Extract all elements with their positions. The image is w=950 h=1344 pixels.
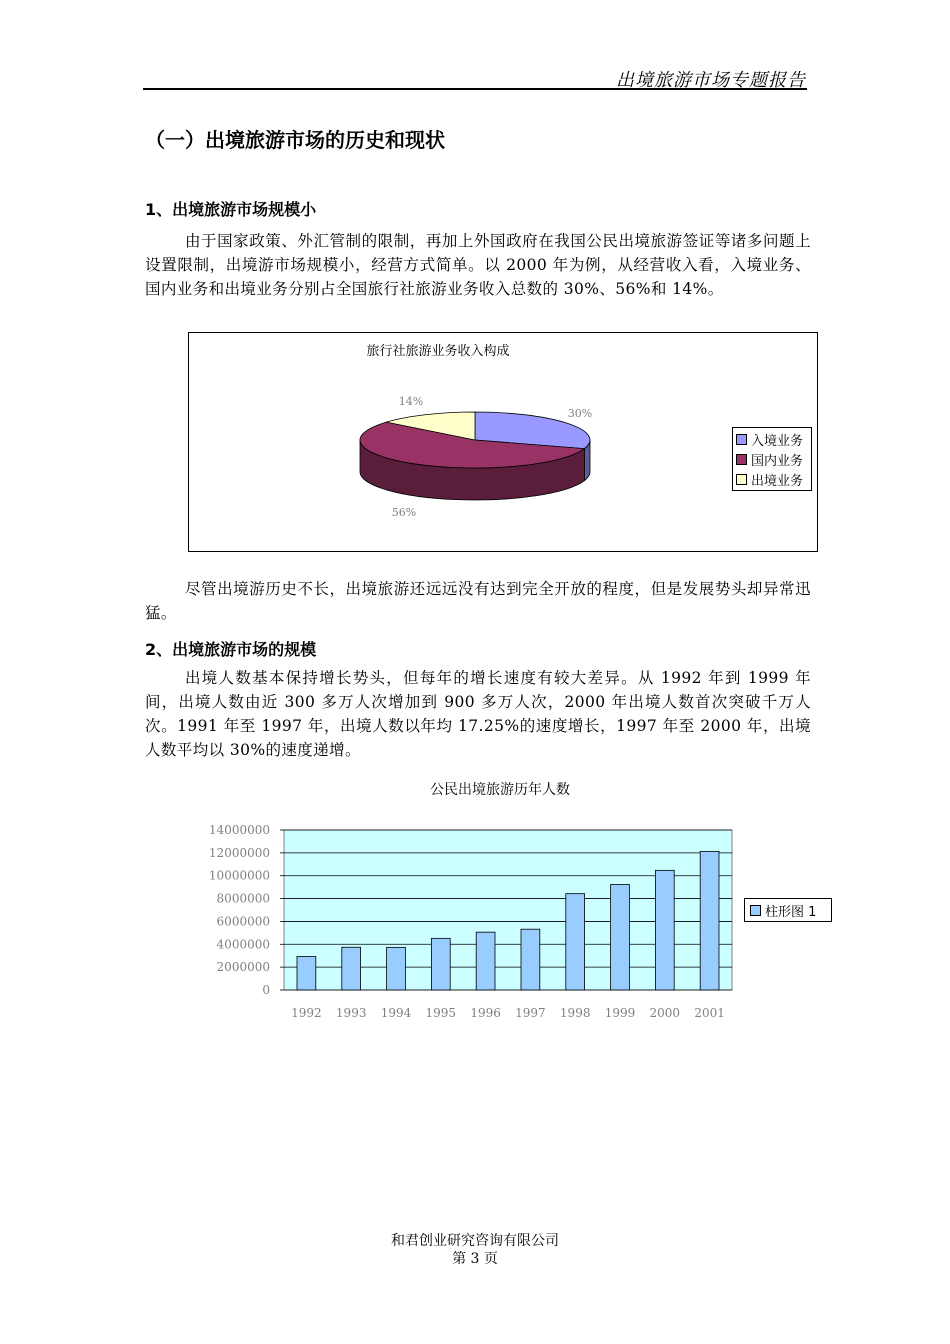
- pie-data-label: 56%: [391, 506, 417, 519]
- bar-1997: [521, 929, 540, 990]
- y-tick-label: 12000000: [208, 845, 270, 860]
- subsection-title-1: 1、出境旅游市场规模小: [145, 200, 317, 219]
- y-tick-label: 6000000: [216, 914, 270, 929]
- y-tick-label: 0: [262, 983, 270, 997]
- pie-data-label: 14%: [398, 395, 424, 408]
- pie-chart-title: 旅行社旅游业务收入构成: [366, 344, 510, 359]
- bar-1996: [476, 932, 495, 990]
- y-tick-label: 8000000: [216, 891, 270, 906]
- x-tick-label: 1996: [470, 1006, 501, 1020]
- x-tick-label: 1995: [425, 1006, 457, 1020]
- x-tick-label: 1997: [515, 1006, 546, 1020]
- bar-chart: [190, 818, 740, 1028]
- x-tick-label: 1992: [291, 1006, 322, 1020]
- x-tick-label: 2001: [694, 1006, 725, 1020]
- legend-swatch: [736, 434, 747, 445]
- legend-swatch: [736, 454, 747, 465]
- paragraph-3: 出境人数基本保持增长势头，但每年的增长速度有较大差异。从 1992 年到 1999 年间，出境人数由近 300 多万人次增加到 900 多万人次，2000 年出境人数首次突破千万人次。1991 年至 1997 年，出境人数以年均 17.25%的速度增长，1997 年至 2000 年，出境人数平均以 30%的速度递增。: [145, 669, 811, 759]
- bar-legend: [744, 898, 832, 922]
- x-tick-label: 1994: [380, 1006, 412, 1020]
- bar-2000: [655, 870, 674, 990]
- bar-2001: [700, 851, 719, 990]
- pie-chart: [340, 385, 610, 520]
- bar-1998: [566, 894, 585, 990]
- y-tick-label: 14000000: [208, 823, 270, 837]
- legend-swatch: [750, 905, 761, 916]
- bar-1994: [387, 947, 406, 990]
- x-tick-label: 1999: [604, 1006, 636, 1020]
- legend-label: 柱形图 1: [765, 904, 817, 920]
- bar-1992: [297, 957, 316, 990]
- bar-1995: [431, 938, 450, 990]
- pie-legend: [732, 427, 812, 491]
- legend-label: 出境业务: [751, 473, 804, 489]
- header-title: 出境旅游市场专题报告: [616, 70, 806, 91]
- pie-data-label: 30%: [567, 407, 593, 420]
- legend-item-outbound: [736, 469, 808, 489]
- subsection-title-2: 2、出境旅游市场的规模: [145, 640, 317, 659]
- legend-item-inbound: [736, 429, 808, 449]
- section-title: （一）出境旅游市场的历史和现状: [145, 128, 445, 152]
- bar-chart-title: 公民出境旅游历年人数: [430, 782, 570, 798]
- footer-page-number: 第 3 页: [452, 1251, 498, 1267]
- legend-swatch: [736, 474, 747, 485]
- y-tick-label: 10000000: [208, 868, 270, 883]
- legend-label: 入境业务: [751, 433, 804, 449]
- bar-1999: [611, 885, 630, 990]
- paragraph-1: 由于国家政策、外汇管制的限制，再加上外国政府在我国公民出境旅游签证等诸多问题上设置限制，出境游市场规模小，经营方式简单。以 2000 年为例，从经营收入看，入境业务、国内业务和出境业务分别占全国旅行社旅游业务收入总数的 30%、56%和 14%。: [145, 232, 811, 298]
- header-rule: [143, 88, 807, 90]
- legend-item-domestic: [736, 449, 808, 469]
- footer-company: 和君创业研究咨询有限公司: [391, 1233, 559, 1249]
- paragraph-2: 尽管出境游历史不长，出境旅游还远远没有达到完全开放的程度，但是发展势头却异常迅猛。: [145, 580, 811, 622]
- y-tick-label: 4000000: [216, 937, 270, 952]
- y-tick-label: 2000000: [216, 960, 270, 975]
- x-tick-label: 1993: [335, 1006, 367, 1020]
- x-tick-label: 1998: [559, 1006, 591, 1020]
- legend-label: 国内业务: [751, 453, 804, 469]
- bar-1993: [342, 947, 361, 990]
- x-tick-label: 2000: [649, 1006, 681, 1020]
